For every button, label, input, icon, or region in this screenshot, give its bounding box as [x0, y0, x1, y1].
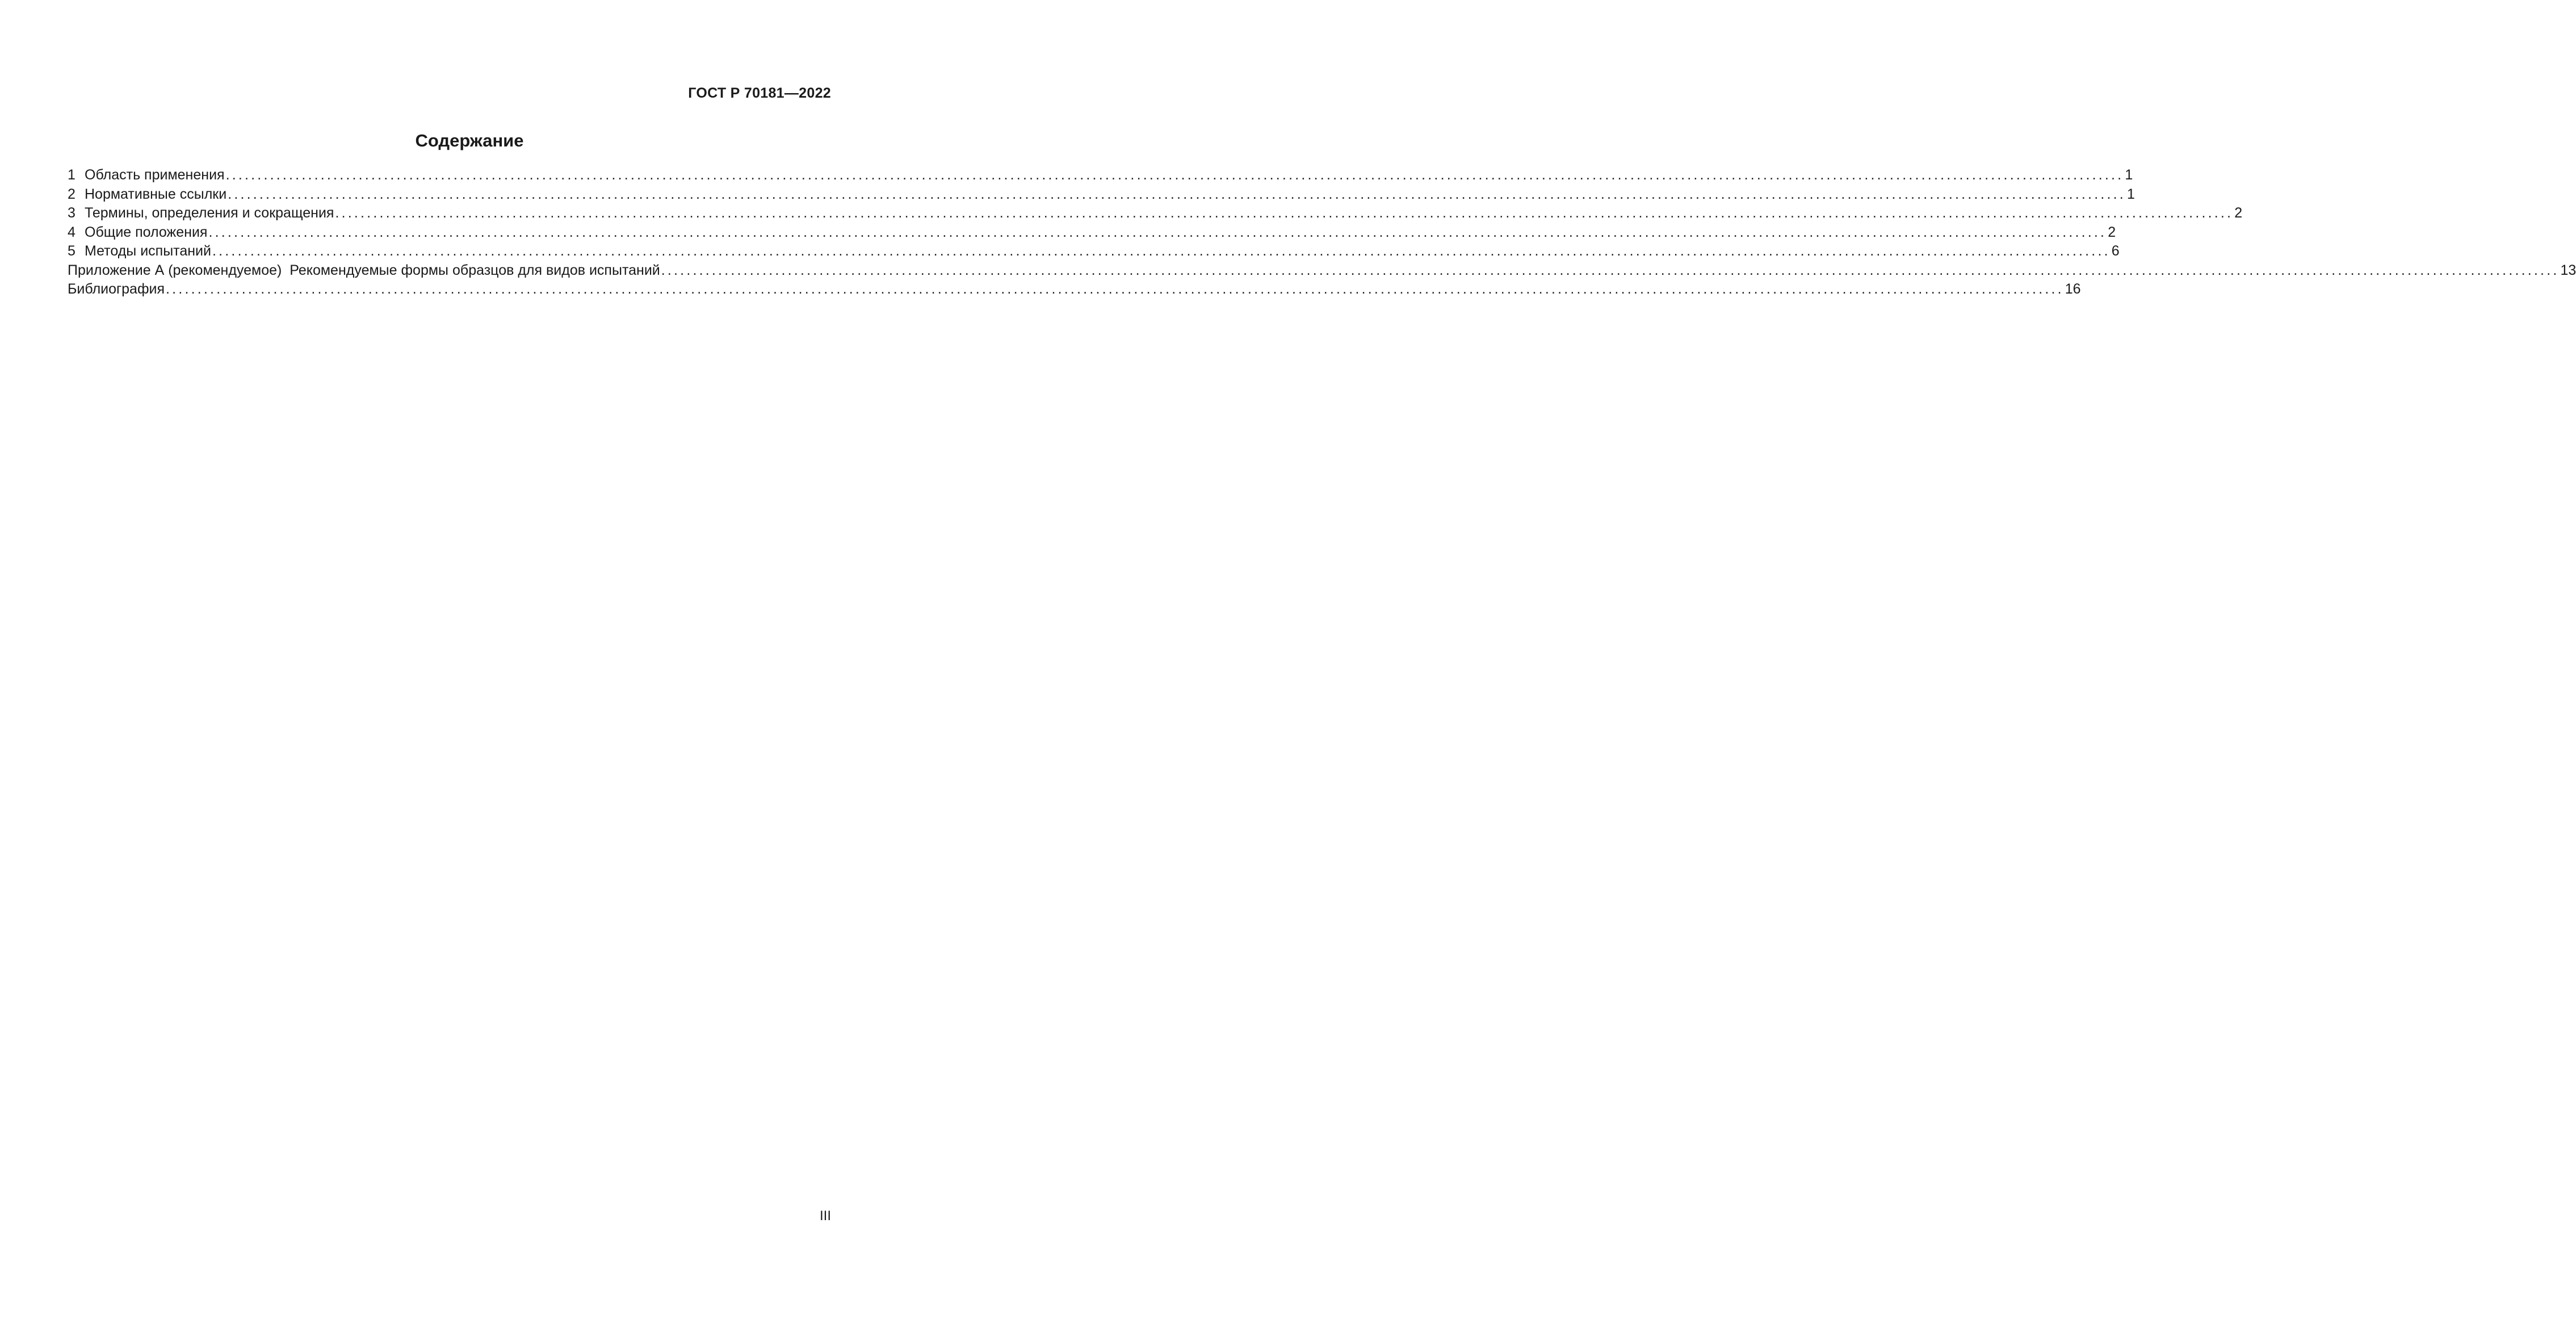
toc-entry-bibliography[interactable] [68, 280, 2081, 299]
toc-entry-title: Методы испытаний [85, 243, 211, 259]
toc-leader-dots: ............................................................................................................................................................................................................................................................................................................ [208, 224, 2107, 240]
toc-leader-dots: ............................................................................................................................................................................................................................................................................................................ [225, 167, 2124, 183]
toc-title: Содержание [415, 131, 524, 150]
document-code: ГОСТ Р 70181—2022 [688, 85, 831, 101]
page-number: III [819, 1208, 831, 1224]
toc-entry-number: 2 [68, 186, 75, 202]
toc-entry-label [68, 223, 207, 242]
toc-entry-page: 1 [2125, 167, 2133, 183]
toc-entry-label [68, 185, 226, 204]
table-of-contents [68, 166, 2576, 299]
toc-entry-number: 1 [68, 167, 75, 183]
toc-entry-label: Приложение А (рекомендуемое) Рекомендуемые формы образцов для видов испытаний [68, 262, 660, 278]
toc-entry[interactable] [68, 242, 2120, 261]
toc-entry-title: Нормативные ссылки [85, 186, 227, 202]
toc-entry-label [68, 242, 211, 261]
toc-leader-dots: ............................................................................................................................................................................................................................................................................................................ [166, 281, 2064, 297]
toc-entry-number: 4 [68, 224, 75, 240]
toc-entry-number: 3 [68, 205, 75, 221]
toc-entry-page: 1 [2126, 186, 2135, 202]
toc-entry-label [68, 166, 225, 185]
toc-entry-title: Область применения [85, 167, 225, 183]
toc-entry[interactable] [68, 223, 2116, 242]
toc-entry[interactable] [68, 204, 2243, 223]
toc-entry-label: Библиография [68, 281, 165, 297]
toc-entry-page: 6 [2111, 243, 2120, 259]
toc-entry-page: 2 [2234, 205, 2243, 221]
toc-entry-number: 5 [68, 243, 75, 259]
toc-entry-page: 16 [2065, 281, 2081, 297]
toc-entry-title: Общие положения [85, 224, 208, 240]
toc-entry-appendix[interactable] [68, 261, 2576, 280]
toc-entry[interactable] [68, 166, 2133, 185]
toc-entry-page: 2 [2108, 224, 2116, 240]
toc-leader-dots: ............................................................................................................................................................................................................................................................................................................ [212, 243, 2111, 259]
toc-leader-dots: ............................................................................................................................................................................................................................................................................................................ [228, 186, 2126, 202]
toc-entry-page: 13 [2560, 262, 2576, 278]
toc-leader-dots: ............................................................................................................................................................................................................................................................................................................ [661, 262, 2560, 278]
toc-entry-label [68, 204, 334, 223]
toc-entry[interactable] [68, 185, 2135, 204]
toc-entry-title: Термины, определения и сокращения [85, 205, 334, 221]
toc-leader-dots: ............................................................................................................................................................................................................................................................................................................ [335, 205, 2234, 221]
